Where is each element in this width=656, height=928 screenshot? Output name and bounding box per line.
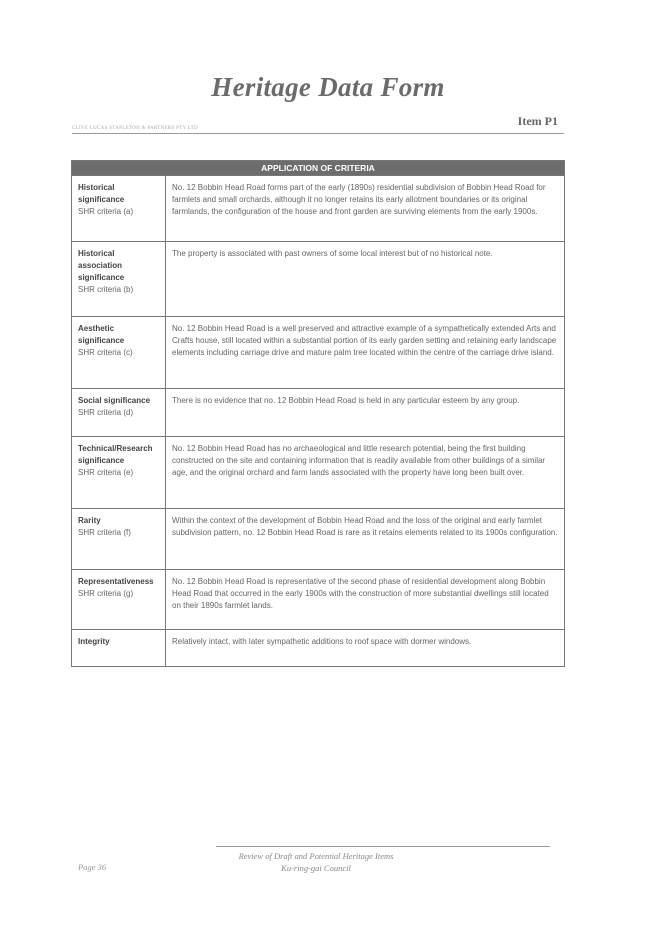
criterion-name: Rarity [78,516,101,525]
table-row [72,437,565,509]
criterion-code: SHR criteria (g) [78,589,134,598]
criterion-name: Representativeness [78,577,154,586]
criterion-name: Historical significance [78,183,125,204]
criterion-code: SHR criteria (f) [78,528,131,537]
table-heading: APPLICATION OF CRITERIA [72,161,565,176]
criterion-label [72,389,166,437]
criterion-code: SHR criteria (d) [78,408,134,417]
table-row [72,389,565,437]
criterion-text: Relatively intact, with later sympathetic additions to roof space with dormer windows. [166,630,565,667]
criterion-text: No. 12 Bobbin Head Road is representative of the second phase of residential development along Bobbin Head Road that occurred in the early 1900s with the construction of more substantial dwellings still located on their 1890s farmlet lands. [166,570,565,630]
criterion-label [72,176,166,242]
criterion-name: Aesthetic significance [78,324,125,345]
criterion-label [72,570,166,630]
page-title: Heritage Data Form [211,72,445,102]
footer-line-1: Review of Draft and Potential Heritage Items [238,851,394,861]
criterion-code: SHR criteria (c) [78,348,133,357]
criterion-text: No. 12 Bobbin Head Road is a well preserved and attractive example of a sympathetically extended Arts and Crafts house, still located within a substantial portion of its early garden setting and retaining early landscape elements including carriage drive and mature palm tree located within the centre of the carriage drive island. [166,317,565,389]
page-number: Page 36 [78,862,107,872]
criterion-code: SHR criteria (b) [78,285,134,294]
header-divider [72,133,564,134]
table-header-row [72,161,565,176]
criterion-label [72,509,166,570]
criterion-code: SHR criteria (e) [78,468,134,477]
footer-title [216,850,416,874]
table-row [72,317,565,389]
criterion-text: The property is associated with past owners of some local interest but of no historical note. [166,242,565,317]
table-row [72,176,565,242]
table-row [72,630,565,667]
table-row [72,242,565,317]
criterion-name: Technical/Research significance [78,444,153,465]
criterion-name: Historical association significance [78,249,125,282]
criterion-text: There is no evidence that no. 12 Bobbin Head Road is held in any particular esteem by any group. [166,389,565,437]
criterion-text: No. 12 Bobbin Head Road forms part of the early (1890s) residential subdivision of Bobbin Head Road for farmlets and small orchards, although it no longer retains its early allotment boundaries or its original farmlands, the configuration of the house and front garden are surviving elements from the early 1900s. [166,176,565,242]
criterion-label [72,317,166,389]
footer-divider [216,846,550,847]
footer-line-2: Ku-ring-gai Council [281,863,351,873]
criterion-text: Within the context of the development of Bobbin Head Road and the loss of the original and early farmlet subdivision pattern, no. 12 Bobbin Head Road is rare as it retains elements related to its 1900s configuration. [166,509,565,570]
criterion-label [72,437,166,509]
criterion-name: Integrity [78,637,110,646]
firm-name: CLIVE LUCAS STAPLETON & PARTNERS PTY LTD [72,126,198,131]
criterion-name: Social significance [78,396,151,405]
table-row [72,570,565,630]
criterion-label [72,630,166,667]
item-number: Item P1 [517,114,558,128]
criterion-code: SHR criteria (a) [78,207,134,216]
table-row [72,509,565,570]
criteria-table [71,160,565,667]
criterion-text: No. 12 Bobbin Head Road has no archaeological and little research potential, being the first building constructed on the site and containing information that is readily available from other buildings of a similar age, and the original orchard and farm lands associated with the property have long been built over. [166,437,565,509]
criterion-label [72,242,166,317]
